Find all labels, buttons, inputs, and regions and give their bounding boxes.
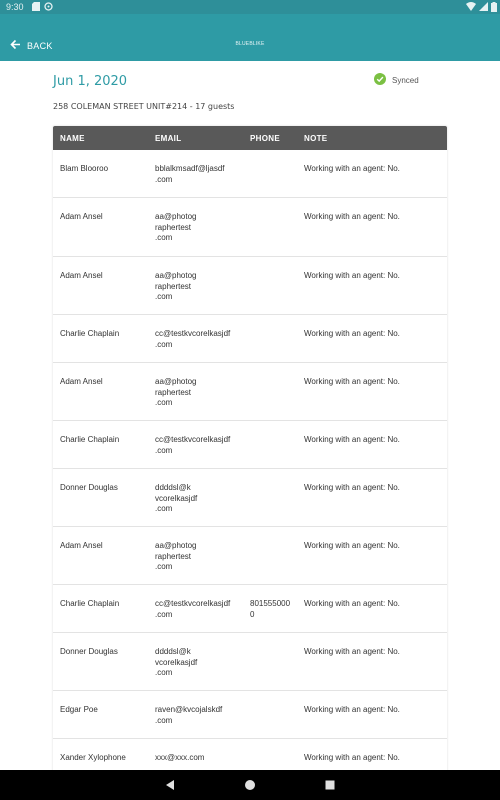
column-header-phone: PHONE: [250, 134, 280, 143]
guest-name: Adam Ansel: [60, 377, 103, 386]
nav-recents-icon[interactable]: [324, 778, 336, 796]
table-row[interactable]: [53, 691, 447, 739]
table-row[interactable]: [53, 257, 447, 315]
guest-name: Charlie Chaplain: [60, 435, 120, 444]
guest-name: Blam Blooroo: [60, 164, 109, 173]
table-row[interactable]: [53, 198, 447, 257]
open-house-detail: [0, 61, 500, 770]
guest-name: Charlie Chaplain: [60, 329, 120, 338]
table-row[interactable]: [53, 585, 447, 633]
event-date: Jun 1, 2020: [53, 74, 128, 89]
sync-status: [374, 73, 419, 87]
table-row[interactable]: [53, 739, 447, 770]
guest-phone: 801555000 0: [250, 599, 291, 619]
guest-note: Working with an agent: No.: [304, 271, 400, 280]
guest-name: Xander Xylophone: [60, 753, 126, 762]
column-header-note: NOTE: [304, 134, 328, 143]
app-bar: [0, 14, 500, 61]
table-row[interactable]: [53, 315, 447, 363]
table-row[interactable]: [53, 421, 447, 469]
guest-note: Working with an agent: No.: [304, 705, 400, 714]
column-header-name: NAME: [60, 134, 85, 143]
guest-email: aa@photog raphertest .com: [155, 271, 197, 301]
guest-note: Working with an agent: No.: [304, 483, 400, 492]
guest-email: cc@testkvcorelkasjdf .com: [155, 599, 231, 619]
guest-note: Working with an agent: No.: [304, 164, 400, 173]
guest-table: [53, 126, 447, 770]
back-label: BACK: [27, 41, 53, 51]
nav-home-icon[interactable]: [244, 778, 256, 796]
guest-note: Working with an agent: No.: [304, 435, 400, 444]
guest-email: ddddsl@k vcorelkasjdf .com: [155, 483, 198, 513]
guest-email: aa@photog raphertest .com: [155, 212, 197, 242]
guest-email: bblalkmsadf@ljasdf .com: [155, 164, 225, 184]
guest-email: xxx@xxx.com: [155, 753, 205, 762]
table-header: [53, 126, 447, 150]
guest-name: Charlie Chaplain: [60, 599, 120, 608]
guest-email: cc@testkvcorelkasjdf .com: [155, 435, 231, 455]
guest-name: Adam Ansel: [60, 541, 103, 550]
guest-email: ddddsl@k vcorelkasjdf .com: [155, 647, 198, 677]
guest-name: Adam Ansel: [60, 271, 103, 280]
wifi-icon: [466, 2, 476, 13]
table-row[interactable]: [53, 633, 447, 691]
guest-note: Working with an agent: No.: [304, 329, 400, 338]
table-row[interactable]: [53, 150, 447, 198]
guest-name: Donner Douglas: [60, 647, 118, 656]
guest-note: Working with an agent: No.: [304, 599, 400, 608]
column-header-email: EMAIL: [155, 134, 182, 143]
guest-email: aa@photog raphertest .com: [155, 541, 197, 571]
guest-email: raven@kvcojalskdf .com: [155, 705, 223, 725]
guest-name: Adam Ansel: [60, 212, 103, 221]
sync-status-icon: [44, 2, 53, 13]
table-row[interactable]: [53, 527, 447, 585]
sd-card-icon: [32, 2, 40, 13]
guest-note: Working with an agent: No.: [304, 377, 400, 386]
table-row[interactable]: [53, 469, 447, 527]
app-logo-title: BLUEBLIKE: [235, 41, 265, 47]
signal-icon: [479, 2, 488, 13]
guest-email: aa@photog raphertest .com: [155, 377, 197, 407]
guest-email: cc@testkvcorelkasjdf .com: [155, 329, 231, 349]
guest-name: Donner Douglas: [60, 483, 118, 492]
guest-note: Working with an agent: No.: [304, 647, 400, 656]
address-line: 258 COLEMAN STREET UNIT#214 - 17 guests: [53, 102, 235, 111]
guest-name: Edgar Poe: [60, 705, 98, 714]
nav-back-icon[interactable]: [164, 778, 176, 796]
check-circle-icon: [374, 73, 386, 87]
table-row[interactable]: [53, 363, 447, 421]
guest-note: Working with an agent: No.: [304, 212, 400, 221]
navigation-bar: [0, 770, 500, 800]
status-bar: [0, 0, 500, 14]
guest-note: Working with an agent: No.: [304, 753, 400, 762]
table-body: [53, 150, 447, 770]
battery-icon: [491, 2, 497, 14]
status-time: 9:30: [6, 2, 24, 12]
sync-status-label: Synced: [392, 75, 419, 85]
guest-note: Working with an agent: No.: [304, 541, 400, 550]
